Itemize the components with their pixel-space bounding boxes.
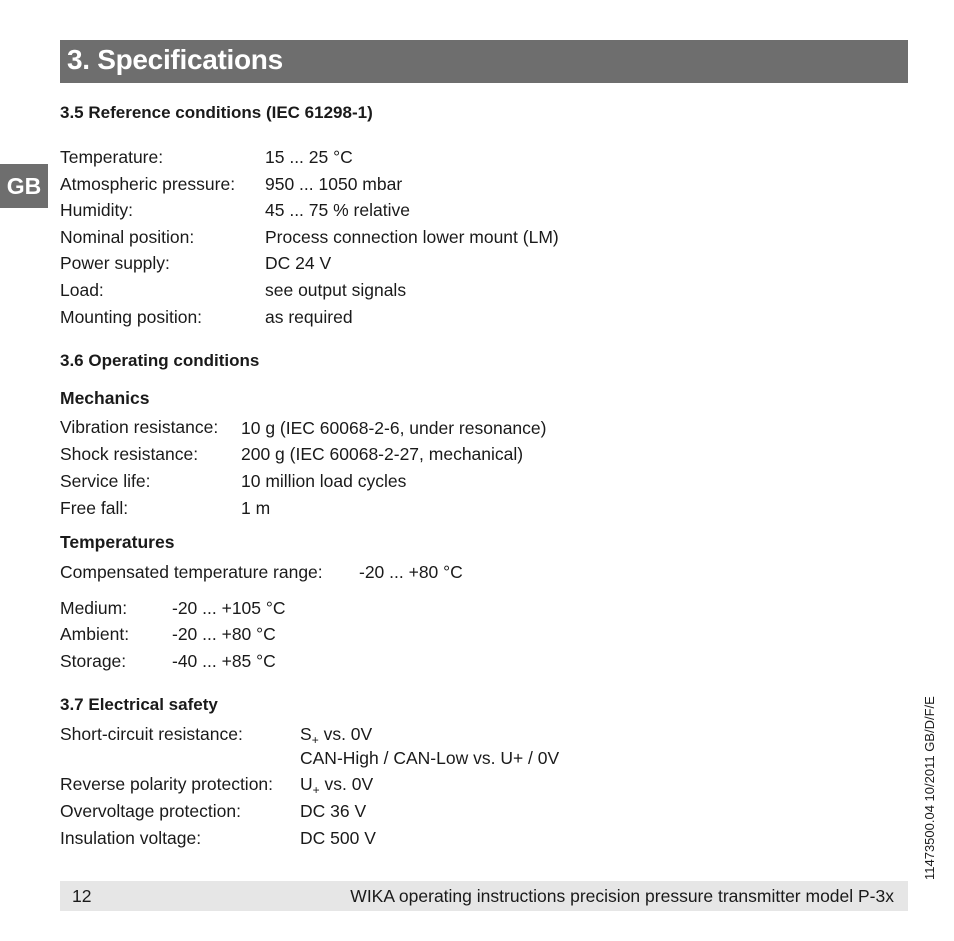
spec-label: Medium: (60, 598, 128, 618)
spec-label: Reverse polarity protection: (60, 774, 274, 794)
spec-label: Humidity: (60, 200, 133, 220)
spec-label: Load: (60, 280, 104, 300)
spec-label: Nominal position: (60, 227, 195, 247)
page-footer (60, 881, 908, 911)
document-title: WIKA operating instructions precision pressure transmitter model P-3x (350, 886, 894, 906)
value-subscript: + (311, 733, 319, 747)
spec-label: Mounting position: (60, 307, 203, 327)
document-code: 11473500.04 10/2011 GB/D/F/E (922, 696, 937, 880)
section-heading-electrical-safety: 3.7 Electrical safety (60, 695, 218, 714)
language-tab: GB (0, 164, 48, 208)
value-text: vs. 0V (318, 724, 373, 744)
spec-value: as required (265, 307, 353, 327)
spec-value (300, 774, 373, 797)
section-heading-reference-conditions: 3.5 Reference conditions (IEC 61298-1) (60, 103, 373, 122)
spec-label: Shock resistance: (60, 444, 199, 464)
spec-value: DC 500 V (300, 828, 376, 848)
spec-value: DC 36 V (300, 801, 367, 821)
spec-value: 950 ... 1050 mbar (265, 174, 403, 194)
spec-value: Process connection lower mount (LM) (265, 227, 559, 247)
spec-value: 10 million load cycles (241, 471, 407, 491)
section-header-bar (60, 40, 908, 83)
spec-value: -20 ... +105 °C (172, 598, 286, 618)
value-symbol: S (300, 724, 312, 744)
spec-value: 15 ... 25 °C (265, 147, 353, 167)
spec-value: -20 ... +80 °C (172, 624, 276, 644)
value-subscript: + (312, 783, 320, 797)
page-title: 3. Specifications (67, 44, 283, 75)
spec-value (300, 724, 372, 747)
section-heading-operating-conditions: 3.6 Operating conditions (60, 351, 260, 370)
spec-label: Compensated temperature range: (60, 562, 323, 582)
spec-label: Temperature: (60, 147, 164, 167)
subheading-temperatures: Temperatures (60, 532, 175, 552)
value-symbol: U (300, 774, 313, 794)
spec-value: -40 ... +85 °C (172, 651, 276, 671)
spec-label: Ambient: (60, 624, 130, 644)
spec-label: Storage: (60, 651, 127, 671)
spec-label: Insulation voltage: (60, 828, 202, 848)
spec-label: Service life: (60, 471, 151, 491)
spec-label: Short-circuit resistance: (60, 724, 243, 744)
value-text: vs. 0V (319, 774, 374, 794)
spec-value: 200 g (IEC 60068-2-27, mechanical) (241, 444, 524, 464)
spec-value: 1 m (241, 498, 271, 518)
spec-label: Power supply: (60, 253, 170, 273)
spec-label: Free fall: (60, 498, 129, 518)
spec-value: -20 ... +80 °C (359, 562, 463, 582)
spec-label: Vibration resistance: (60, 417, 219, 437)
spec-value: 45 ... 75 % relative (265, 200, 410, 220)
spec-value-line2: CAN-High / CAN-Low vs. U+ / 0V (300, 748, 560, 768)
spec-value: see output signals (265, 280, 407, 300)
subheading-mechanics: Mechanics (60, 388, 150, 408)
spec-label: Atmospheric pressure: (60, 174, 236, 194)
spec-label: Overvoltage protection: (60, 801, 241, 821)
page-number: 12 (72, 886, 92, 906)
spec-value: DC 24 V (265, 253, 332, 273)
spec-value: 10 g (IEC 60068-2-6, under resonance) (241, 418, 547, 438)
